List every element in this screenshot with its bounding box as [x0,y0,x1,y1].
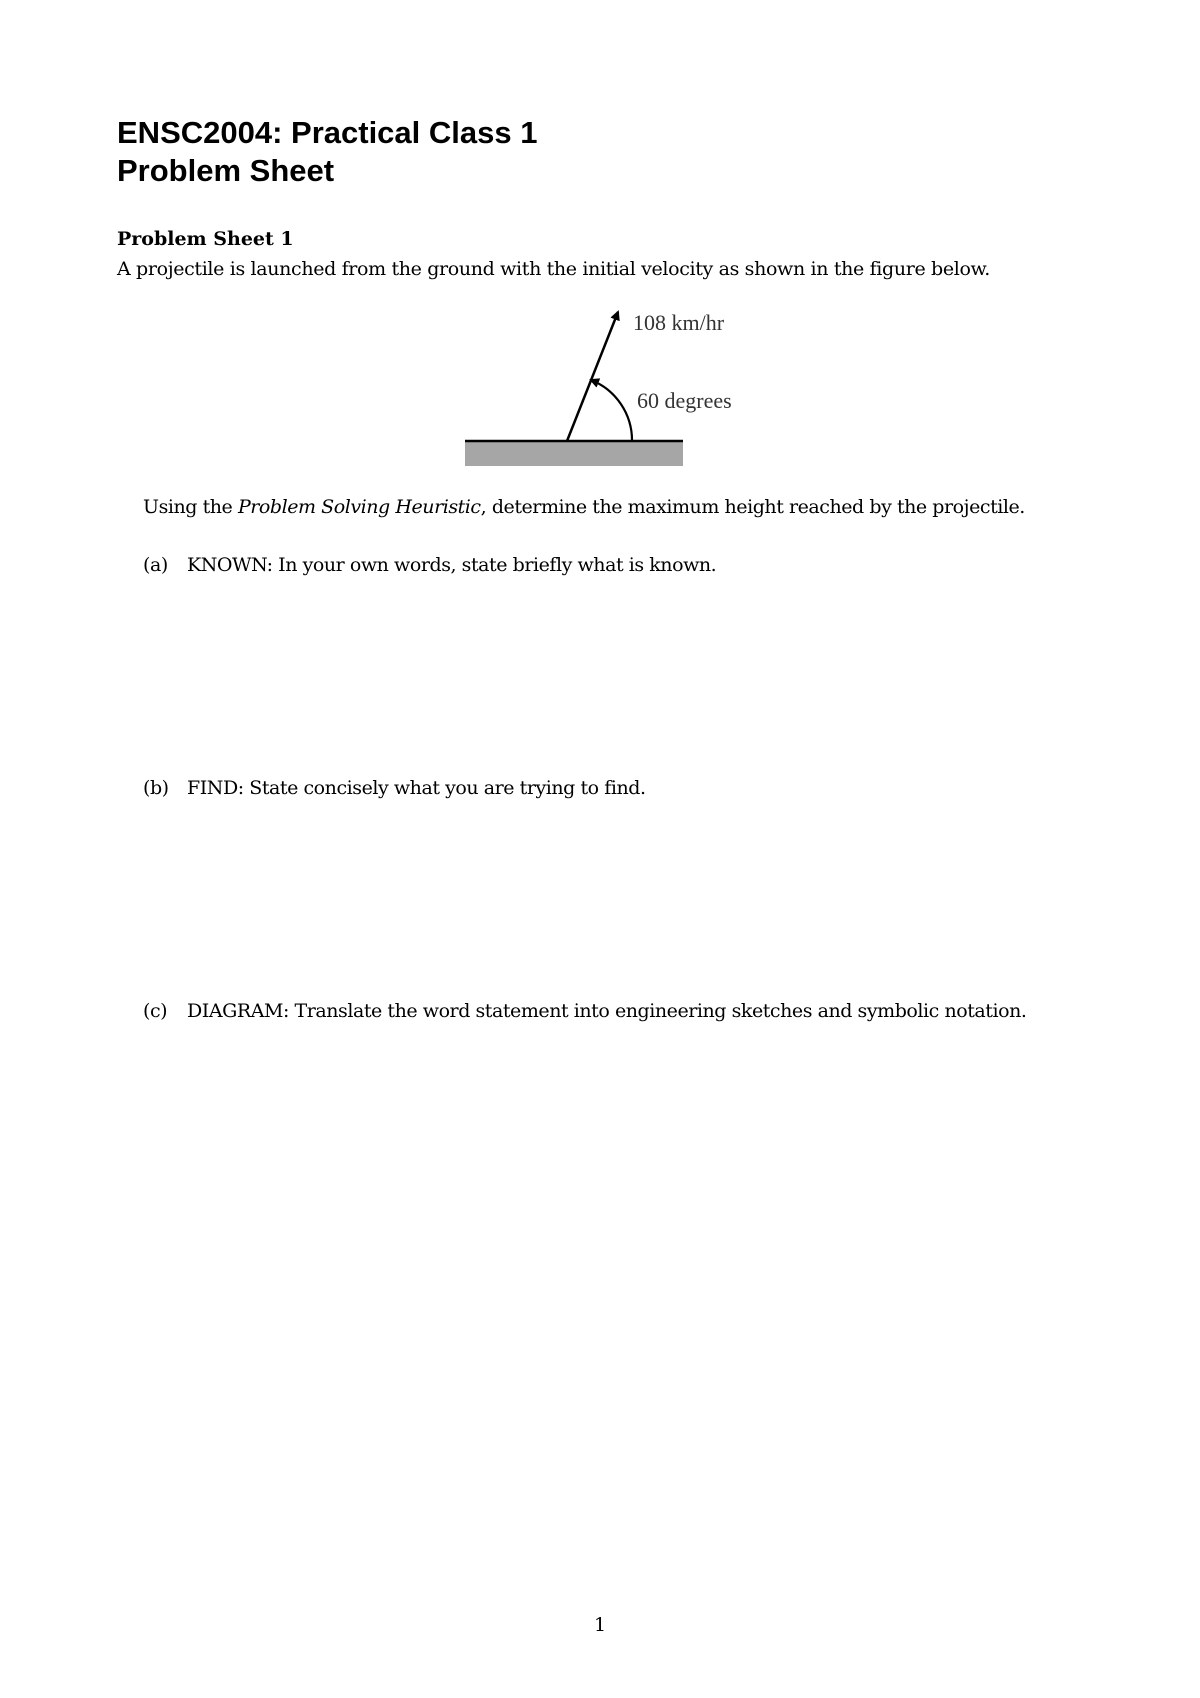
page-number: 1 [593,1614,607,1636]
instruction-before: Using the [143,496,238,518]
velocity-vector [567,312,618,441]
instruction-text [143,494,1025,520]
part-c [143,998,1026,1024]
ground [465,442,683,466]
velocity-label: 108 km/hr [633,310,725,335]
part-b-text: FIND: State concisely what you are trying to find. [187,777,646,799]
part-c-text: DIAGRAM: Translate the word statement into engineering sketches and symbolic notation. [187,1000,1027,1022]
projectile-figure [460,300,780,480]
angle-arc [591,380,632,441]
part-b [143,775,646,801]
part-b-marker: (b) [143,777,169,799]
part-a-text: KNOWN: In your own words, state briefly what is known. [187,554,717,576]
title-line-1: ENSC2004: Practical Class 1 [117,115,538,150]
instruction-emphasis: Problem Solving Heuristic [237,496,481,518]
instruction-after: , determine the maximum height reached by the projectile. [480,496,1025,518]
document-title [117,114,537,190]
title-line-2: Problem Sheet [117,153,335,188]
part-c-marker: (c) [143,1000,168,1022]
part-a [143,552,716,578]
problem-heading: Problem Sheet 1 [117,228,294,250]
problem-intro: A projectile is launched from the ground with the initial velocity as shown in the figure below. [117,258,990,280]
angle-label: 60 degrees [637,388,732,413]
part-a-marker: (a) [143,554,168,576]
